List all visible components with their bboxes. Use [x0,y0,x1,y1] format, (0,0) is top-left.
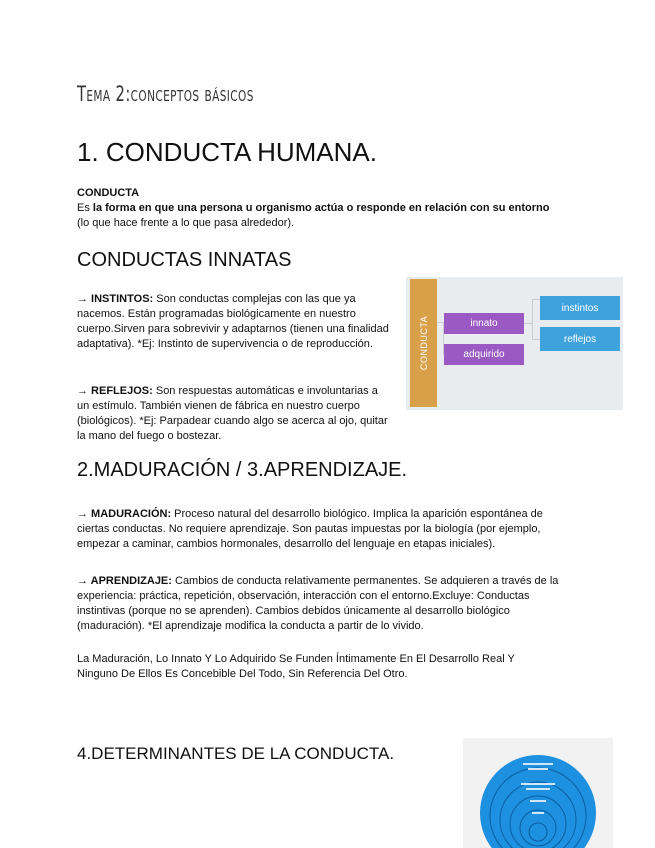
diagram-node-reflejos: reflejos [540,327,620,351]
conducta-es: Es [77,202,93,214]
instintos-label: → INSTINTOS: [77,293,154,305]
heading-conductas-innatas: CONDUCTAS INNATAS [77,249,292,271]
reflejos-paragraph [77,384,393,444]
heading-determinantes: 4.DETERMINANTES DE LA CONDUCTA. [77,744,395,763]
aprendizaje-text: Cambios de conducta relativamente permanentes. Se adquieren a través de la experiencia: práctica, repetición, observación, interacción con el entorno.Excluye: Conductas instintivas (porque no se aprenden). Cambios debidos únicamente al desarrollo biológico (maduración). *El aprendizaje modifica la conducta a partir de lo vivido. [77,575,559,632]
reflejos-label: → REFLEJOS: [77,385,153,397]
aprendizaje-paragraph [77,574,577,634]
diagram-node-innato: innato [444,313,524,334]
conducta-def-bold: la forma en que una persona u organismo actúa o responde en relación con su entorno [92,202,550,214]
diagram-root-conducta: CONDUCTA [410,279,437,407]
document-title: Tema 2:conceptos básicos [77,82,254,106]
diagram-node-instintos: instintos [540,296,620,320]
conducta-diagram [406,277,623,410]
conducta-def-rest: (lo que hace frente a lo que pasa alrededor). [77,217,295,229]
heading-maduracion-aprendizaje: 2.MADURACIÓN / 3.APRENDIZAJE. [77,459,408,481]
concentric-circles-icon [463,738,613,848]
diagram-node-adquirido: adquirido [444,344,524,365]
determinantes-circles-image [463,738,613,848]
aprendizaje-label: → APRENDIZAJE: [77,575,172,587]
diagram-connector [532,339,540,340]
diagram-connector [532,299,540,300]
diagram-connector [524,323,532,324]
maduracion-paragraph [77,507,577,552]
maduracion-text: Proceso natural del desarrollo biológico. Implica la aparición espontánea de ciertas conductas. No requiere aprendizaje. Son pautas impuestas por la biología (por ejemplo, empezar a caminar, cambios hormonales, desarrollo del lenguaje en etapas iniciales). [77,508,543,550]
diagram-connector [532,299,534,339]
reflejos-text: Son respuestas automáticas e involuntarias a un estímulo. También vienen de fábrica en nuestro cuerpo (biológicos). *Ej: Parpadear cuando algo se acerca al ojo, quitar la mano del fuego o bostezar. [77,385,388,442]
conducta-definition [77,186,557,231]
instintos-text: Son conductas complejas con las que ya nacemos. Están programadas biológicamente en nuestro cuerpo.Sirven para sobrevivir y adaptarnos (tienen una finalidad adaptativa). *Ej: Instinto de supervivencia o de reproducción. [77,293,389,350]
closing-paragraph: La Maduración, Lo Innato Y Lo Adquirido Se Funden Íntimamente En El Desarrollo Real Y Ninguno De Ellos Es Concebible Del Todo, Sin Referencia Del Otro. [77,653,515,680]
conducta-label: CONDUCTA [77,187,140,199]
instintos-paragraph [77,292,389,352]
section-heading-conducta-humana: 1. CONDUCTA HUMANA. [77,137,377,167]
maduracion-label: → MADURACIÓN: [77,508,172,520]
